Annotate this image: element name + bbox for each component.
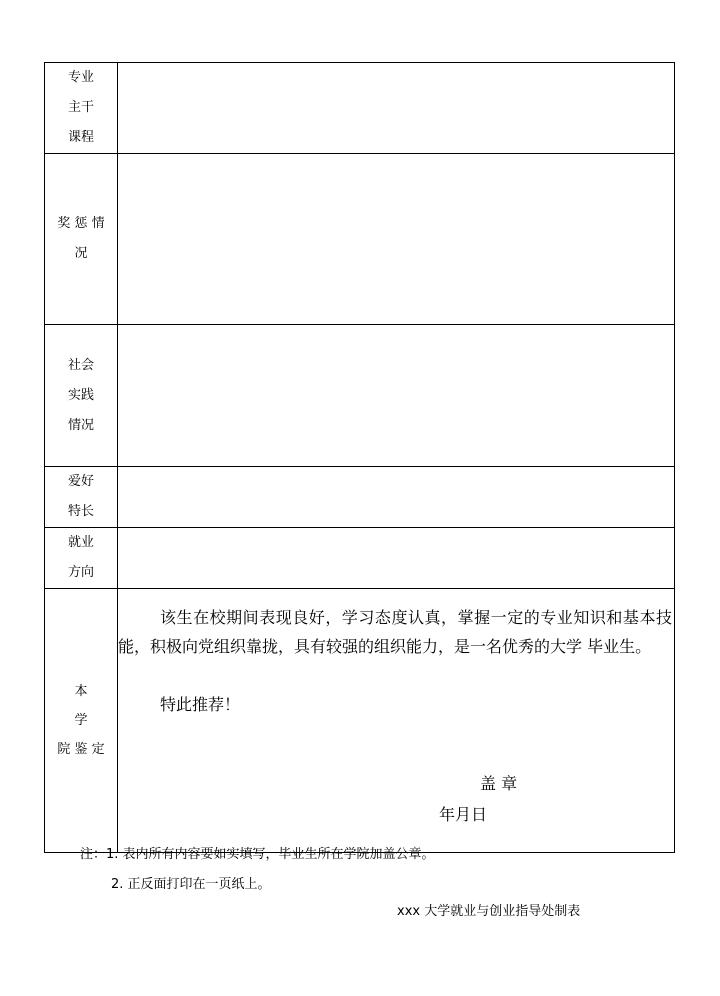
row-hobbies bbox=[45, 467, 675, 528]
college-appraisal-label: 本 学 院 鉴 定 bbox=[45, 589, 118, 853]
row-career-direction bbox=[45, 528, 675, 589]
career-direction-field[interactable] bbox=[118, 528, 675, 589]
major-courses-field[interactable] bbox=[118, 63, 675, 154]
note-2: 2. 正反面打印在一页纸上。 bbox=[111, 877, 271, 892]
hobbies-label: 爱好 特长 bbox=[45, 467, 118, 528]
row-major-courses bbox=[45, 63, 675, 154]
social-practice-label: 社会 实践 情况 bbox=[45, 325, 118, 467]
date-label: 年月日 bbox=[439, 805, 488, 824]
graduate-recommendation-form bbox=[44, 62, 675, 853]
college-appraisal-field[interactable] bbox=[118, 589, 675, 853]
career-direction-label: 就业 方向 bbox=[45, 528, 118, 589]
hobbies-field[interactable] bbox=[118, 467, 675, 528]
form-maker: xxx 大学就业与创业指导处制表 bbox=[397, 904, 581, 919]
appraisal-text: 该生在校期间表现良好，学习态度认真，掌握一定的专业知识和基本技能，积极向党组织靠拢，具有较强的组织能力，是一名优秀的大学 毕业生。 bbox=[118, 608, 672, 656]
seal-label: 盖 章 bbox=[480, 774, 518, 793]
awards-penalties-field[interactable] bbox=[118, 154, 675, 325]
row-awards-penalties bbox=[45, 154, 675, 325]
recommend-line: 特此推荐！ bbox=[160, 695, 241, 714]
awards-penalties-label: 奖 惩 情 况 bbox=[45, 154, 118, 325]
note-1: 注：1. 表内所有内容要如实填写，毕业生所在学院加盖公章。 bbox=[80, 847, 435, 862]
major-courses-label: 专业 主干 课程 bbox=[45, 63, 118, 154]
social-practice-field[interactable] bbox=[118, 325, 675, 467]
row-college-appraisal bbox=[45, 589, 675, 853]
row-social-practice bbox=[45, 325, 675, 467]
